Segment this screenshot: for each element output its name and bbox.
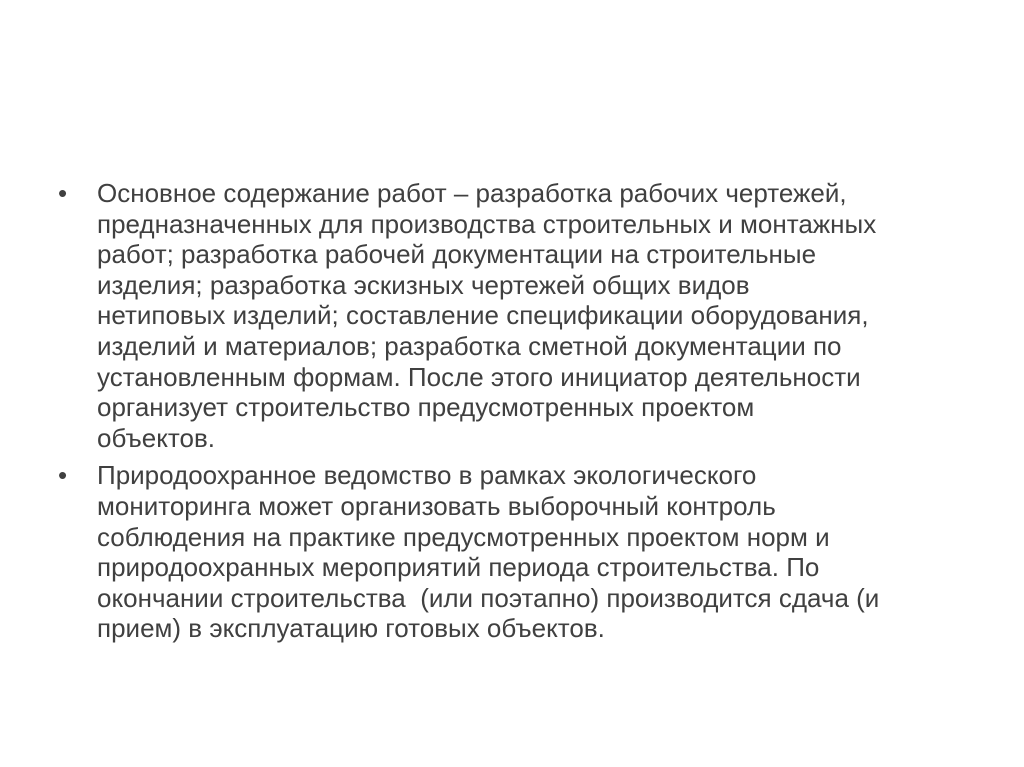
- bullet-marker: •: [58, 460, 68, 491]
- bullet-2-line-2: мониторинга может организовать выборочный контроль: [97, 490, 776, 521]
- slide-body: [58, 178, 988, 651]
- bullet-1-line-6: изделий и материалов; разработка сметной документации по: [97, 330, 842, 361]
- bullet-2-line-6: прием) в эксплуатацию готовых объектов.: [97, 613, 605, 644]
- bullet-2-line-5: окончании строительства (или поэтапно) производится сдача (и: [97, 582, 880, 613]
- bullet-item-1: [58, 178, 988, 453]
- bullet-1-line-7: установленным формам. После этого инициатор деятельности: [97, 361, 861, 392]
- bullet-1-line-1: Основное содержание работ – разработка рабочих чертежей,: [97, 178, 847, 208]
- bullet-2-line-1: Природоохранное ведомство в рамках экологического: [97, 460, 757, 491]
- bullet-1-line-2: предназначенных для производства строительных и монтажных: [97, 208, 877, 239]
- bullet-1-line-8: организует строительство предусмотренных проектом: [97, 392, 755, 423]
- bullet-1-line-9: объектов.: [97, 422, 215, 453]
- bullet-1-line-4: изделия; разработка эскизных чертежей общих видов: [97, 269, 750, 300]
- bullet-item-2: [58, 460, 988, 644]
- bullet-2-line-4: природоохранных мероприятий периода строительства. По: [97, 552, 820, 583]
- bullet-list: [58, 178, 988, 644]
- bullet-2-line-3: соблюдения на практике предусмотренных проектом норм и: [97, 521, 830, 552]
- bullet-marker: •: [58, 178, 68, 208]
- bullet-1-line-5: нетиповых изделий; составление спецификации оборудования,: [97, 300, 869, 331]
- bullet-1-line-3: работ; разработка рабочей документации на строительные: [97, 239, 817, 270]
